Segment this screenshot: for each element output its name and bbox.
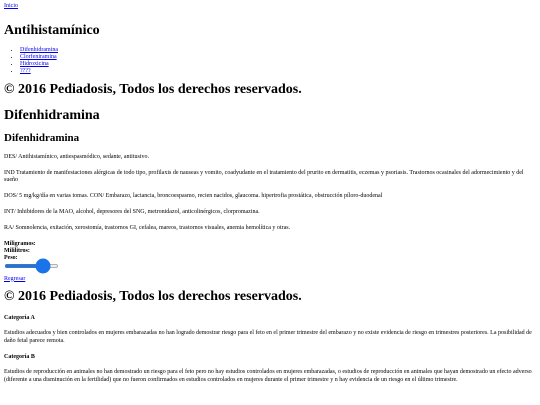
drug-adverse-reactions: RA/ Somnolencia, exitación, xerostomía, trastornos GI, cefalea, mareos, trastornos visuales, anemia hemolítica y otras. bbox=[4, 224, 291, 231]
drug-link-difenhidramina[interactable]: Difenhidramina bbox=[20, 47, 58, 53]
drug-link-hidroxicina[interactable]: Hidroxicina bbox=[20, 61, 49, 67]
category-a-description: Estudios adecuados y bien controlados en mujeres embarazadas no han logrado demostrar riesgo para el feto en el primer trimestre del embarazo y no existe evidencia de riesgo en trimestres posteriores. La posibilidad de daño fetal parece remota. bbox=[4, 330, 532, 344]
drug-subtitle: Difenhidramina bbox=[4, 132, 80, 144]
drug-indications: IND Tratamiento de manifestaciones alérgicas de todo tipo, profilaxis de nauseas y vomito, coadyudante en el tratamiento del prurito en dermatitis, eczemas y psoriasis. Trastornos ocasinales del adormecimiento y del sueño bbox=[4, 169, 524, 184]
home-link[interactable]: Inicio bbox=[4, 3, 18, 9]
back-link[interactable]: Regresar bbox=[4, 275, 26, 282]
copyright-heading-footer: © 2016 Pediadosis, Todos los derechos reservados. bbox=[4, 289, 302, 305]
drug-link-unknown[interactable]: ???? bbox=[20, 68, 31, 74]
category-b-description: Estudios de reproducción en animales no han demostrado un riesgo para el feto pero no hay estudios controlados en mujeres embarazadas, o estudios de reproducción en animales que hayan demostrado un efecto adverso (diferente a una disminución en la fertilidad) que no fueron confirmados en estudios controlados en mujeres durante el primer trimestre y n hay evidencia de un riesgo en el último trimestre. bbox=[4, 369, 532, 383]
category-b-title: Categoría B bbox=[4, 353, 35, 360]
drug-interactions: INT/ Inhibidores de la MAO, alcohol, depresores del SNG, metronidazol, anticolinérgicos, clorpromazina. bbox=[4, 208, 260, 215]
list-item bbox=[20, 61, 536, 68]
weight-label bbox=[4, 255, 536, 262]
drug-dosage: DOS/ 5 mg/kg/día en varias tomas. CON/ Embarazo, lactancia, broncoespasmo, recien nacidos, glaucoma. hipertrofia prostática, obstrucción píloro-duodenal bbox=[4, 193, 383, 200]
drug-link-clorfeniramina[interactable]: Clorfeniramina bbox=[20, 54, 57, 60]
drug-link-list bbox=[4, 47, 536, 75]
weight-slider[interactable] bbox=[4, 264, 59, 268]
list-item bbox=[20, 54, 536, 61]
page-title: Antihistamínico bbox=[4, 22, 100, 38]
copyright-heading: © 2016 Pediadosis, Todos los derechos reservados. bbox=[4, 82, 302, 97]
list-item bbox=[20, 68, 536, 75]
drug-title: Difenhidramina bbox=[4, 107, 100, 123]
milliliters-label: Mililitros: bbox=[4, 247, 30, 254]
dose-calculator bbox=[4, 241, 536, 268]
drug-description: DES/ Antihistamínico, antiespasmódico, sedante, antitusivo. bbox=[4, 153, 149, 160]
list-item bbox=[20, 47, 536, 54]
category-a-title: Categoría A bbox=[4, 314, 35, 321]
milligrams-label: Miligramos: bbox=[4, 240, 36, 247]
